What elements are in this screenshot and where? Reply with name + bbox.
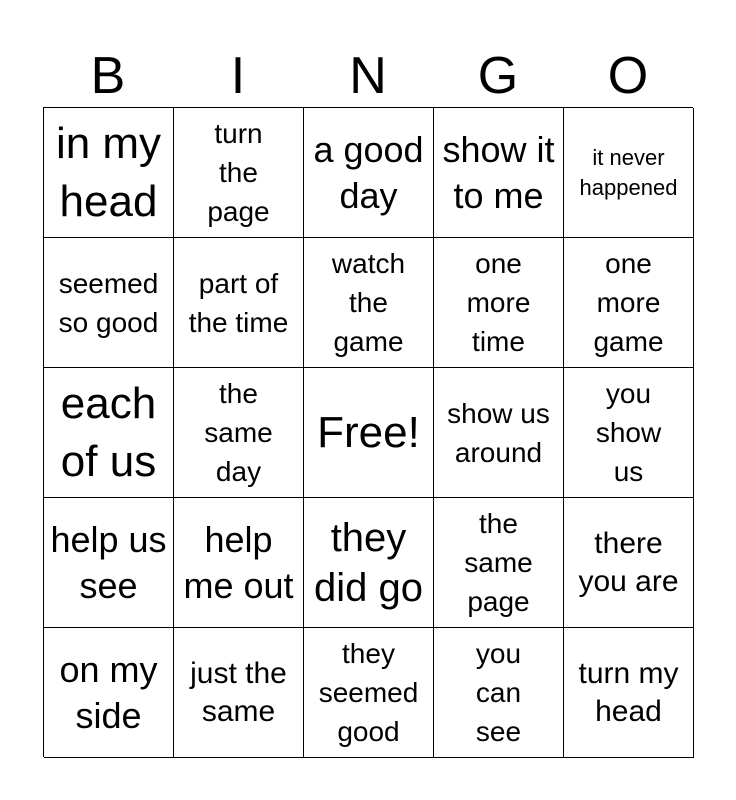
bingo-cell[interactable] (174, 238, 304, 368)
bingo-cell[interactable] (304, 498, 434, 628)
header-letter-b: B (90, 47, 126, 105)
bingo-cell[interactable] (174, 498, 304, 628)
bingo-cell[interactable] (434, 108, 564, 238)
bingo-cell[interactable] (564, 498, 694, 628)
bingo-cell[interactable] (564, 628, 694, 758)
bingo-cell[interactable] (564, 368, 694, 498)
bingo-cell[interactable] (434, 628, 564, 758)
cell-text: just the same (190, 656, 287, 728)
bingo-card-grid (43, 107, 693, 757)
bingo-cell[interactable] (434, 368, 564, 498)
bingo-cell[interactable] (564, 108, 694, 238)
cell-text: in my head (55, 118, 162, 226)
cell-text: each of us (60, 378, 157, 486)
header-letter-o: O (607, 47, 649, 105)
bingo-cell[interactable] (304, 628, 434, 758)
bingo-cell[interactable] (304, 108, 434, 238)
cell-text: you can see (475, 638, 522, 747)
bingo-cell[interactable] (44, 498, 174, 628)
bingo-cell[interactable] (434, 498, 564, 628)
bingo-cell[interactable] (434, 238, 564, 368)
cell-text: one more game (593, 248, 664, 357)
cell-text: part of the time (188, 267, 289, 338)
cell-text: a good day (313, 128, 424, 216)
cell-text: turn the page (207, 118, 270, 227)
free-space-text: Free! (317, 407, 420, 457)
bingo-cell[interactable] (174, 108, 304, 238)
bingo-cell[interactable] (564, 238, 694, 368)
cell-text: you show us (595, 378, 662, 487)
cell-text: one more time (466, 248, 531, 357)
cell-text: the same page (464, 508, 533, 617)
bingo-cell[interactable] (44, 238, 174, 368)
header-letter-i: I (230, 47, 246, 105)
bingo-header (43, 48, 693, 104)
cell-text: they seemed good (318, 638, 419, 747)
bingo-cell[interactable] (44, 368, 174, 498)
cell-text: show it to me (442, 128, 555, 216)
bingo-cell[interactable] (44, 628, 174, 758)
cell-text: show us around (447, 397, 550, 468)
cell-text: watch the game (331, 248, 406, 357)
cell-text: on my side (59, 648, 158, 736)
cell-text: help us see (50, 518, 167, 606)
bingo-cell[interactable] (174, 368, 304, 498)
header-letter-g: G (477, 47, 519, 105)
bingo-cell[interactable] (44, 108, 174, 238)
cell-text: there you are (578, 526, 679, 598)
bingo-cell[interactable] (174, 628, 304, 758)
cell-text: the same day (204, 378, 273, 487)
cell-text: turn my head (578, 656, 679, 728)
bingo-free-space[interactable] (304, 368, 434, 498)
cell-text: it never happened (579, 144, 678, 200)
cell-text: help me out (183, 518, 294, 606)
cell-text: they did go (314, 515, 423, 610)
bingo-cell[interactable] (304, 238, 434, 368)
cell-text: seemed so good (58, 267, 159, 338)
header-letter-n: N (349, 47, 387, 105)
